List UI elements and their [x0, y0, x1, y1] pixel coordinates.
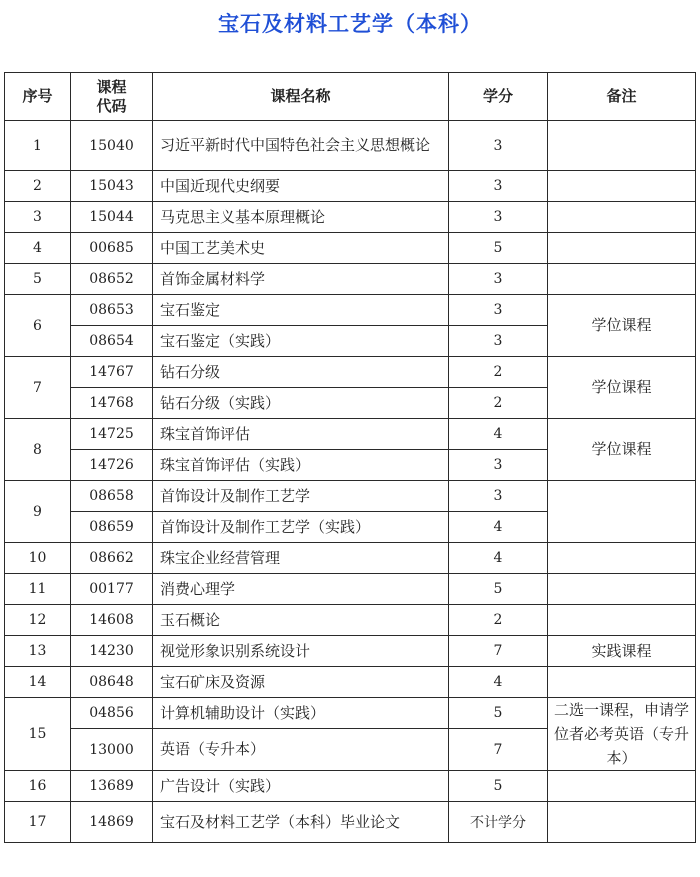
- course-code-cell: 13689: [71, 771, 153, 802]
- credit-cell: 2: [449, 605, 548, 636]
- table-row: [5, 202, 696, 233]
- credit-cell: 7: [449, 729, 548, 771]
- table-row: [5, 636, 696, 667]
- table-row: [5, 357, 696, 388]
- course-name-cell: 广告设计（实践）: [153, 771, 449, 802]
- credit-cell: 3: [449, 264, 548, 295]
- course-name-cell: 宝石矿床及资源: [153, 667, 449, 698]
- seq-cell: 12: [5, 605, 71, 636]
- table-row: [5, 771, 696, 802]
- note-cell: [548, 574, 696, 605]
- note-cell: [548, 543, 696, 574]
- table-header-row: [5, 73, 696, 121]
- course-name-cell: 马克思主义基本原理概论: [153, 202, 449, 233]
- note-cell: [548, 605, 696, 636]
- credit-cell: 3: [449, 481, 548, 512]
- seq-cell: 11: [5, 574, 71, 605]
- course-code-cell: 15043: [71, 171, 153, 202]
- course-code-cell: 14608: [71, 605, 153, 636]
- seq-cell: 16: [5, 771, 71, 802]
- credit-cell: 3: [449, 202, 548, 233]
- note-cell: 学位课程: [548, 295, 696, 357]
- course-name-cell: 视觉形象识别系统设计: [153, 636, 449, 667]
- course-name-cell: 宝石及材料工艺学（本科）毕业论文: [153, 802, 449, 843]
- table-row: [5, 667, 696, 698]
- credit-cell: 5: [449, 771, 548, 802]
- course-code-cell: 13000: [71, 729, 153, 771]
- table-row: [5, 419, 696, 450]
- header-code: [71, 73, 153, 121]
- seq-cell: 3: [5, 202, 71, 233]
- course-name-cell: 中国工艺美术史: [153, 233, 449, 264]
- course-code-cell: 08658: [71, 481, 153, 512]
- credit-cell: 7: [449, 636, 548, 667]
- course-code-cell: 14230: [71, 636, 153, 667]
- course-name-cell: 珠宝企业经营管理: [153, 543, 449, 574]
- credit-cell: 5: [449, 233, 548, 264]
- note-cell: 学位课程: [548, 357, 696, 419]
- course-name-cell: 珠宝首饰评估: [153, 419, 449, 450]
- course-code-cell: 15040: [71, 121, 153, 171]
- note-cell: [548, 667, 696, 698]
- credit-cell: 3: [449, 450, 548, 481]
- course-code-cell: 14767: [71, 357, 153, 388]
- credit-cell: 4: [449, 419, 548, 450]
- header-name: 课程名称: [153, 73, 449, 121]
- credit-cell: 3: [449, 121, 548, 171]
- course-code-cell: 08653: [71, 295, 153, 326]
- seq-cell: 15: [5, 698, 71, 771]
- note-cell: [548, 171, 696, 202]
- seq-cell: 17: [5, 802, 71, 843]
- course-code-cell: 08659: [71, 512, 153, 543]
- seq-cell: 7: [5, 357, 71, 419]
- course-code-cell: 08662: [71, 543, 153, 574]
- course-code-cell: 00177: [71, 574, 153, 605]
- seq-cell: 2: [5, 171, 71, 202]
- seq-cell: 9: [5, 481, 71, 543]
- course-name-cell: 宝石鉴定（实践）: [153, 326, 449, 357]
- table-row: [5, 481, 696, 512]
- header-code-line2: 代码: [96, 96, 127, 115]
- course-name-cell: 中国近现代史纲要: [153, 171, 449, 202]
- credit-cell: 2: [449, 357, 548, 388]
- table-row: [5, 698, 696, 729]
- course-code-cell: 15044: [71, 202, 153, 233]
- course-name-cell: 宝石鉴定: [153, 295, 449, 326]
- course-code-cell: 08652: [71, 264, 153, 295]
- course-name-cell: 玉石概论: [153, 605, 449, 636]
- table-row: [5, 264, 696, 295]
- note-cell: [548, 264, 696, 295]
- note-cell: [548, 233, 696, 264]
- course-code-cell: 14726: [71, 450, 153, 481]
- course-table: [4, 72, 696, 843]
- table-row: [5, 295, 696, 326]
- course-code-cell: 08654: [71, 326, 153, 357]
- course-code-cell: 14768: [71, 388, 153, 419]
- credit-cell: 4: [449, 512, 548, 543]
- table-row: [5, 574, 696, 605]
- table-row: [5, 605, 696, 636]
- course-name-cell: 计算机辅助设计（实践）: [153, 698, 449, 729]
- table-row: [5, 121, 696, 171]
- course-name-cell: 首饰设计及制作工艺学: [153, 481, 449, 512]
- note-cell: 实践课程: [548, 636, 696, 667]
- course-code-cell: 08648: [71, 667, 153, 698]
- credit-cell: 2: [449, 388, 548, 419]
- note-cell: [548, 802, 696, 843]
- credit-cell: 5: [449, 574, 548, 605]
- note-cell: 二选一课程，申请学位者必考英语（专升本）: [548, 698, 696, 771]
- note-cell: [548, 771, 696, 802]
- credit-cell: 不计学分: [449, 802, 548, 843]
- seq-cell: 8: [5, 419, 71, 481]
- course-code-cell: 04856: [71, 698, 153, 729]
- credit-cell: 5: [449, 698, 548, 729]
- course-name-cell: 首饰设计及制作工艺学（实践）: [153, 512, 449, 543]
- page-title: 宝石及材料工艺学（本科）: [218, 12, 482, 36]
- credit-cell: 4: [449, 667, 548, 698]
- credit-cell: 3: [449, 326, 548, 357]
- seq-cell: 10: [5, 543, 71, 574]
- course-table-body: [5, 121, 696, 843]
- course-name-cell: 珠宝首饰评估（实践）: [153, 450, 449, 481]
- course-name-cell: 钻石分级: [153, 357, 449, 388]
- seq-cell: 14: [5, 667, 71, 698]
- credit-cell: 3: [449, 295, 548, 326]
- seq-cell: 5: [5, 264, 71, 295]
- course-name-cell: 习近平新时代中国特色社会主义思想概论: [153, 121, 449, 171]
- course-code-cell: 00685: [71, 233, 153, 264]
- note-cell: [548, 481, 696, 543]
- table-row: [5, 543, 696, 574]
- header-code-line1: 课程: [96, 77, 127, 96]
- note-cell: [548, 121, 696, 171]
- header-seq: 序号: [5, 73, 71, 121]
- course-code-cell: 14725: [71, 419, 153, 450]
- course-name-cell: 首饰金属材料学: [153, 264, 449, 295]
- header-credit: 学分: [449, 73, 548, 121]
- credit-cell: 4: [449, 543, 548, 574]
- seq-cell: 4: [5, 233, 71, 264]
- course-name-cell: 钻石分级（实践）: [153, 388, 449, 419]
- course-code-cell: 14869: [71, 802, 153, 843]
- note-cell: 学位课程: [548, 419, 696, 481]
- course-name-cell: 英语（专升本）: [153, 729, 449, 771]
- seq-cell: 1: [5, 121, 71, 171]
- note-cell: [548, 202, 696, 233]
- header-note: 备注: [548, 73, 696, 121]
- course-name-cell: 消费心理学: [153, 574, 449, 605]
- table-row: [5, 802, 696, 843]
- table-row: [5, 171, 696, 202]
- table-row: [5, 233, 696, 264]
- credit-cell: 3: [449, 171, 548, 202]
- seq-cell: 6: [5, 295, 71, 357]
- seq-cell: 13: [5, 636, 71, 667]
